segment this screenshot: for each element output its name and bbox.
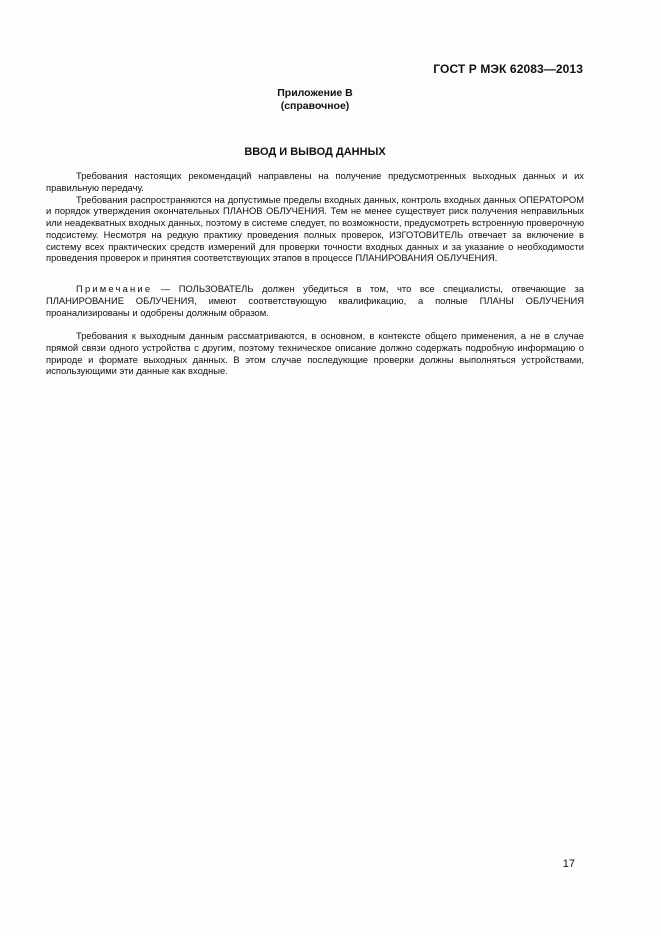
body-block-intro <box>46 170 584 264</box>
body-block-output <box>46 330 584 377</box>
appendix-title: Приложение В <box>277 87 353 99</box>
note-paragraph <box>46 283 584 318</box>
page-number: 17 <box>562 858 575 870</box>
note-text: ПОЛЬЗОВАТЕЛЬ должен убедиться в том, что все специалисты, отвечающие за ПЛАНИРОВАНИЕ ОБЛУЧЕНИЯ, имеют соответствующую квалификацию, а полные ПЛАНЫ ОБЛУЧЕНИЯ проанализированы и одобрены должным образом. <box>46 283 584 318</box>
paragraph-3: Требования к выходным данным рассматриваются, в основном, в контексте общего применения, а не в случае прямой связи одного устройства с другим, поэтому техническое описание должно содержать подробную информацию о природе и формате выходных данных. В этом случае последующие проверки должны выполняться устройствами, использующими эти данные как входные. <box>46 330 584 377</box>
standard-header: ГОСТ Р МЭК 62083—2013 <box>433 62 583 76</box>
appendix-subtitle: (справочное) <box>280 100 350 112</box>
appendix-heading <box>0 87 630 113</box>
note-dash: — <box>152 283 179 294</box>
note-block <box>46 283 584 318</box>
paragraph-2: Требования распространяются на допустимые пределы входных данных, контроль входных данных ОПЕРАТОРОМ и порядок утверждения окончательных ПЛАНОВ ОБЛУЧЕНИЯ. Тем не менее существует риск получения неправильных или неадекватных входных данных, поэтому в системе следует, по возможности, предусмотреть встроенную проверочную подсистему. Несмотря на редкую практику проведения полных проверок, ИЗГОТОВИТЕЛЬ отвечает за включение в систему всех практических средств измерений для проверки точности входных данных и за указание о необходимости проведения проверок и принятия соответствующих этапов в процессе ПЛАНИРОВАНИЯ ОБЛУЧЕНИЯ. <box>46 193 584 264</box>
section-title: ВВОД И ВЫВОД ДАННЫХ <box>244 146 386 158</box>
paragraph-1: Требования настоящих рекомендаций направлены на получение предусмотренных выходных данных и их правильную передачу. <box>46 170 584 193</box>
note-label: Примечание <box>76 283 153 294</box>
